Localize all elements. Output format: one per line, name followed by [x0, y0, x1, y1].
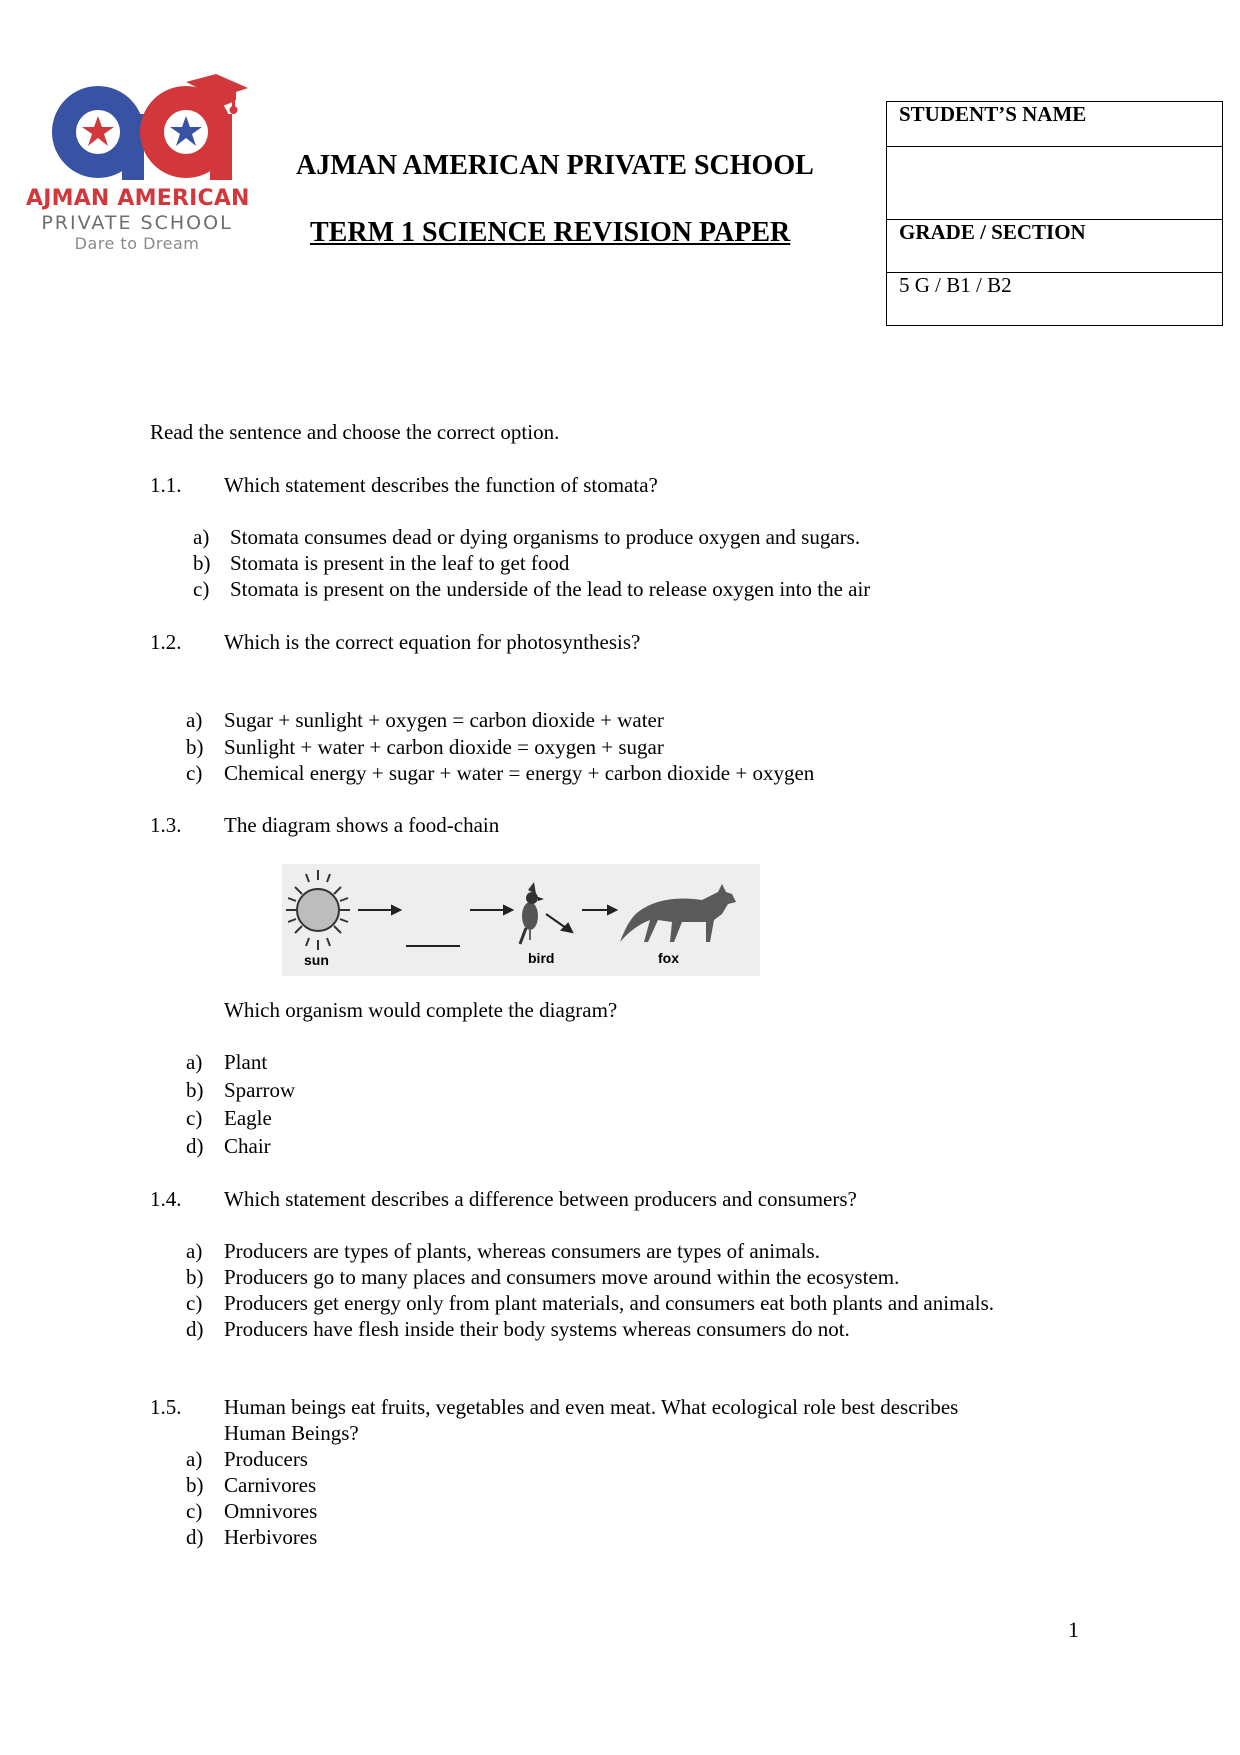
option-text: Stomata is present in the leaf to get food	[230, 551, 570, 575]
question-number: 1.1.	[150, 473, 182, 497]
arrow-icon	[582, 906, 616, 914]
option-letter: b)	[193, 551, 211, 575]
option-letter: b)	[186, 1265, 204, 1289]
paper-title: TERM 1 SCIENCE REVISION PAPER	[310, 217, 791, 248]
logo-name: AJMAN AMERICAN	[26, 186, 250, 211]
option-text: Producers get energy only from plant materials, and consumers eat both plants and animals.	[224, 1291, 994, 1315]
student-name-field[interactable]	[887, 147, 1223, 220]
option-text: Sparrow	[224, 1078, 296, 1102]
question-text: The diagram shows a food-chain	[224, 813, 500, 837]
question-text: Which statement describes a difference between producers and consumers?	[224, 1187, 857, 1211]
option-letter: a)	[186, 1447, 203, 1471]
option-text: Eagle	[224, 1106, 272, 1130]
sun-label: sun	[304, 952, 329, 968]
arrow-icon	[470, 906, 512, 914]
food-chain-diagram	[282, 864, 760, 976]
fox-label: fox	[658, 950, 679, 966]
bird-label: bird	[528, 950, 555, 966]
option-text: Plant	[224, 1050, 268, 1074]
option-text: Sunlight + water + carbon dioxide = oxygen + sugar	[224, 735, 664, 759]
option-text: Stomata consumes dead or dying organisms to produce oxygen and sugars.	[230, 525, 861, 549]
question-number: 1.2.	[150, 630, 182, 654]
option-letter: c)	[186, 1106, 203, 1130]
logo-emblem-icon	[36, 74, 266, 192]
option-letter: c)	[186, 1291, 203, 1315]
student-info-table	[886, 101, 1223, 326]
option-text: Producers are types of plants, whereas consumers are types of animals.	[224, 1239, 820, 1263]
question-text-continued: Human Beings?	[224, 1421, 359, 1445]
option-text: Producers	[224, 1447, 308, 1471]
school-title: AJMAN AMERICAN PRIVATE SCHOOL	[296, 150, 814, 181]
option-text: Producers have flesh inside their body systems whereas consumers do not.	[224, 1317, 850, 1341]
option-letter: a)	[193, 525, 210, 549]
option-text: Carnivores	[224, 1473, 317, 1497]
bird-icon	[520, 882, 544, 944]
option-letter: d)	[186, 1317, 204, 1341]
question-text: Human beings eat fruits, vegetables and even meat. What ecological role best describes	[224, 1395, 959, 1419]
question-text: Which statement describes the function of stomata?	[224, 473, 658, 497]
logo-subtitle: PRIVATE SCHOOL	[41, 212, 233, 234]
option-letter: d)	[186, 1134, 204, 1158]
option-text: Chemical energy + sugar + water = energy + carbon dioxide + oxygen	[224, 761, 815, 785]
option-text: Chair	[224, 1134, 271, 1158]
option-letter: c)	[193, 577, 210, 601]
sun-icon	[286, 870, 350, 950]
grade-section-value: 5 G / B1 / B2	[887, 273, 1223, 326]
question-number: 1.4.	[150, 1187, 182, 1211]
question-text: Which is the correct equation for photosynthesis?	[224, 630, 641, 654]
arrow-icon	[358, 906, 400, 914]
question-number: 1.5.	[150, 1395, 182, 1419]
instructions: Read the sentence and choose the correct option.	[150, 420, 560, 444]
option-letter: b)	[186, 1078, 204, 1102]
question-followup: Which organism would complete the diagram?	[224, 998, 618, 1022]
arrow-icon	[546, 914, 572, 932]
school-logo	[26, 74, 248, 254]
option-letter: a)	[186, 708, 203, 732]
student-name-label: STUDENT’S NAME	[887, 102, 1223, 147]
option-letter: b)	[186, 1473, 204, 1497]
fox-icon	[620, 884, 736, 942]
option-letter: a)	[186, 1050, 203, 1074]
option-text: Sugar + sunlight + oxygen = carbon dioxide + water	[224, 708, 664, 732]
logo-tagline: Dare to Dream	[74, 234, 200, 253]
option-text: Herbivores	[224, 1525, 318, 1549]
page-number: 1	[1068, 1617, 1079, 1642]
option-text: Stomata is present on the underside of the lead to release oxygen into the air	[230, 577, 871, 601]
option-letter: b)	[186, 735, 204, 759]
option-text: Producers go to many places and consumers move around within the ecosystem.	[224, 1265, 900, 1289]
grade-section-label: GRADE / SECTION	[887, 220, 1223, 273]
option-letter: a)	[186, 1239, 203, 1263]
option-letter: c)	[186, 761, 203, 785]
question-number: 1.3.	[150, 813, 182, 837]
option-letter: d)	[186, 1525, 204, 1549]
option-text: Omnivores	[224, 1499, 318, 1523]
option-letter: c)	[186, 1499, 203, 1523]
